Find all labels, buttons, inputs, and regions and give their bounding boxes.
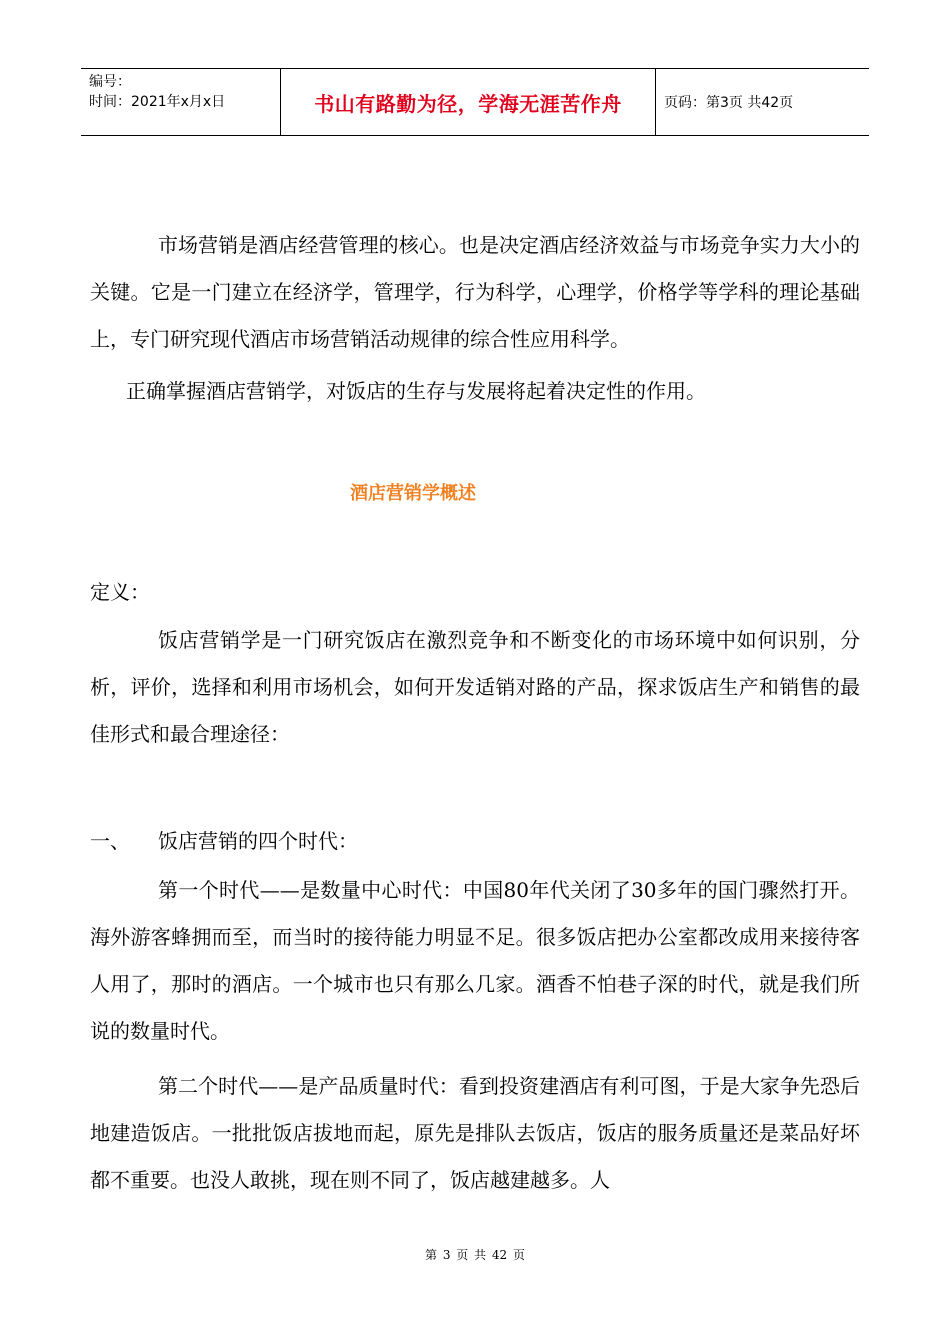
header-motto: 书山有路勤为径，学海无涯苦作舟 xyxy=(281,69,656,135)
header-table xyxy=(81,68,869,136)
definition-paragraph: 饭店营销学是一门研究饭店在激烈竞争和不断变化的市场环境中如何识别，分析，评价，选择和利用市场机会，如何开发适销对路的产品，探求饭店生产和销售的最佳形式和最合理途径： xyxy=(90,628,860,746)
time-label: 时间：2021年x月x日 xyxy=(89,94,226,110)
section-title: 酒店营销学概述 xyxy=(350,483,476,504)
header-meta-cell xyxy=(81,69,281,135)
list-heading xyxy=(90,823,358,859)
header-page-info: 页码：第3页 共42页 xyxy=(664,95,794,111)
intro-paragraph-2: 正确掌握酒店营销学，对饭店的生存与发展将起着决定性的作用。 xyxy=(126,379,706,403)
intro-paragraph: 市场营销是酒店经营管理的核心。也是决定酒店经济效益与市场竞争实力大小的关键。它是一门建立在经济学，管理学，行为科学，心理学，价格学等学科的理论基础上，专门研究现代酒店市场营销活动规律的综合性应用科学。 xyxy=(90,233,860,351)
code-label: 编号： xyxy=(89,74,131,90)
era2-paragraph: 第二个时代——是产品质量时代：看到投资建酒店有利可图，于是大家争先恐后地建造饭店。一批批饭店拔地而起，原先是排队去饭店，饭店的服务质量还是菜品好坏都不重要。也没人敢挑，现在则不同了，饭店越建越多。人 xyxy=(90,1074,860,1192)
era1-paragraph: 第一个时代——是数量中心时代：中国80年代关闭了30多年的国门骤然打开。海外游客蜂拥而至，而当时的接待能力明显不足。很多饭店把办公室都改成用来接待客人用了，那时的酒店。一个城市也只有那么几家。酒香不怕巷子深的时代，就是我们所说的数量时代。 xyxy=(90,878,860,1043)
list-number: 一、 xyxy=(90,829,130,853)
page-footer: 第 3 页 共 42 页 xyxy=(425,1248,525,1262)
definition-label: 定义： xyxy=(90,580,150,604)
list-title: 饭店营销的四个时代： xyxy=(158,829,358,853)
